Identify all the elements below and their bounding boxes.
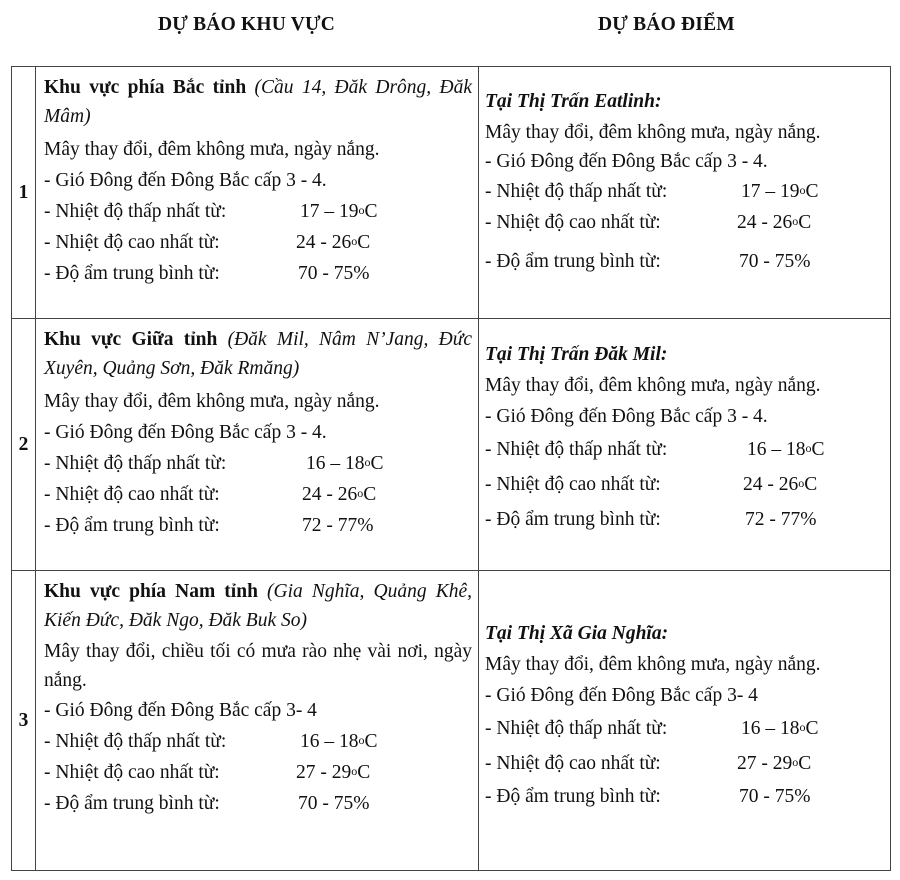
humidity-row [485, 504, 884, 535]
sky-condition: Mây thay đổi, đêm không mưa, ngày nắng. [485, 375, 821, 396]
max-temp-row [485, 469, 884, 500]
min-temp-value: 16 – 18$^o$C [747, 439, 825, 460]
row-number: 3 [12, 571, 36, 871]
wind-info: - Gió Đông đến Đông Bắc cấp 3 - 4. [485, 151, 768, 172]
min-temp-label: - Nhiệt độ thấp nhất từ: [485, 718, 668, 739]
region-forecast-header: DỰ BÁO KHU VỰC [158, 14, 336, 35]
region-title: Khu vực Giữa tỉnh [44, 329, 218, 350]
min-temp-value: 17 – 19$^o$C [300, 201, 378, 222]
row-number: 2 [12, 319, 36, 571]
min-temp-value: 16 – 18$^o$C [741, 718, 819, 739]
humidity-label: - Độ ẩm trung bình từ: [44, 263, 220, 284]
table-row [12, 319, 891, 571]
sky-condition: Mây thay đổi, đêm không mưa, ngày nắng. [485, 122, 821, 143]
min-temp-row [44, 726, 472, 757]
max-temp-row [485, 748, 884, 779]
min-temp-value: 16 – 18$^o$C [306, 453, 384, 474]
point-title: Tại Thị Trấn Eatlinh: [485, 91, 662, 112]
wind-info: - Gió Đông đến Đông Bắc cấp 3- 4 [44, 700, 317, 721]
region-forecast-cell [36, 67, 479, 319]
humidity-label: - Độ ẩm trung bình từ: [44, 793, 220, 814]
wind-info: - Gió Đông đến Đông Bắc cấp 3 - 4. [485, 406, 768, 427]
humidity-row [44, 510, 472, 541]
humidity-row [44, 258, 472, 289]
min-temp-row [44, 448, 472, 479]
point-title: Tại Thị Trấn Đăk Mil: [485, 344, 668, 365]
sky-condition: Mây thay đổi, đêm không mưa, ngày nắng. [44, 139, 380, 160]
region-places: (Gia Nghĩa, Quảng Khê, Kiến Đức, Đăk Ngo, Đăk Buk So) [44, 581, 473, 631]
max-temp-label: - Nhiệt độ cao nhất từ: [485, 474, 661, 495]
humidity-value: 70 - 75% [739, 786, 811, 807]
max-temp-value: 27 - 29$^o$C [296, 762, 371, 783]
humidity-row [44, 788, 472, 819]
wind-info: - Gió Đông đến Đông Bắc cấp 3 - 4. [44, 422, 327, 443]
region-title: Khu vực phía Bắc tỉnh [44, 77, 247, 98]
max-temp-label: - Nhiệt độ cao nhất từ: [485, 212, 661, 233]
region-places: (Đăk Mil, Nâm N’Jang, Đức Xuyên, Quảng Sơn, Đăk Rmăng) [44, 329, 472, 379]
min-temp-row [44, 196, 472, 227]
humidity-value: 70 - 75% [298, 263, 370, 284]
region-forecast-cell [36, 571, 479, 871]
point-title: Tại Thị Xã Gia Nghĩa: [485, 623, 669, 644]
min-temp-row [485, 713, 884, 744]
min-temp-row [485, 176, 884, 207]
max-temp-value: 24 - 26$^o$C [296, 232, 371, 253]
min-temp-row [485, 434, 884, 465]
point-forecast-cell [479, 319, 891, 571]
wind-info: - Gió Đông đến Đông Bắc cấp 3 - 4. [44, 170, 327, 191]
max-temp-value: 24 - 26$^o$C [737, 212, 812, 233]
forecast-table [11, 66, 891, 871]
max-temp-row [44, 757, 472, 788]
min-temp-value: 16 – 18$^o$C [300, 731, 378, 752]
humidity-value: 72 - 77% [745, 509, 817, 530]
region-forecast-cell [36, 319, 479, 571]
row-number: 1 [12, 67, 36, 319]
max-temp-value: 24 - 26$^o$C [302, 484, 377, 505]
humidity-label: - Độ ẩm trung bình từ: [485, 251, 661, 272]
max-temp-row [485, 207, 884, 238]
humidity-label: - Độ ẩm trung bình từ: [485, 786, 661, 807]
point-forecast-cell [479, 571, 891, 871]
max-temp-label: - Nhiệt độ cao nhất từ: [44, 484, 220, 505]
region-title: Khu vực phía Nam tỉnh [44, 581, 258, 602]
humidity-label: - Độ ẩm trung bình từ: [44, 515, 220, 536]
region-places: (Cầu 14, Đăk Drông, Đăk Mâm) [44, 77, 472, 127]
point-forecast-cell [479, 67, 891, 319]
max-temp-row [44, 479, 472, 510]
wind-info: - Gió Đông đến Đông Bắc cấp 3- 4 [485, 685, 758, 706]
min-temp-label: - Nhiệt độ thấp nhất từ: [485, 439, 668, 460]
min-temp-label: - Nhiệt độ thấp nhất từ: [44, 731, 227, 752]
humidity-row [485, 781, 884, 812]
humidity-value: 72 - 77% [302, 515, 374, 536]
min-temp-label: - Nhiệt độ thấp nhất từ: [44, 453, 227, 474]
point-forecast-header: DỰ BÁO ĐIỂM [598, 14, 735, 35]
humidity-label: - Độ ẩm trung bình từ: [485, 509, 661, 530]
min-temp-label: - Nhiệt độ thấp nhất từ: [485, 181, 668, 202]
sky-condition: Mây thay đổi, chiều tối có mưa rào nhẹ vài nơi, ngày nắng. [44, 641, 472, 691]
humidity-value: 70 - 75% [298, 793, 370, 814]
humidity-value: 70 - 75% [739, 251, 811, 272]
humidity-row [485, 246, 884, 277]
max-temp-label: - Nhiệt độ cao nhất từ: [44, 232, 220, 253]
table-row [12, 67, 891, 319]
min-temp-label: - Nhiệt độ thấp nhất từ: [44, 201, 227, 222]
max-temp-label: - Nhiệt độ cao nhất từ: [485, 753, 661, 774]
max-temp-value: 27 - 29$^o$C [737, 753, 812, 774]
sky-condition: Mây thay đổi, đêm không mưa, ngày nắng. [44, 391, 380, 412]
max-temp-row [44, 227, 472, 258]
max-temp-value: 24 - 26$^o$C [743, 474, 818, 495]
table-row [12, 571, 891, 871]
sky-condition: Mây thay đổi, đêm không mưa, ngày nắng. [485, 654, 821, 675]
max-temp-label: - Nhiệt độ cao nhất từ: [44, 762, 220, 783]
min-temp-value: 17 – 19$^o$C [741, 181, 819, 202]
